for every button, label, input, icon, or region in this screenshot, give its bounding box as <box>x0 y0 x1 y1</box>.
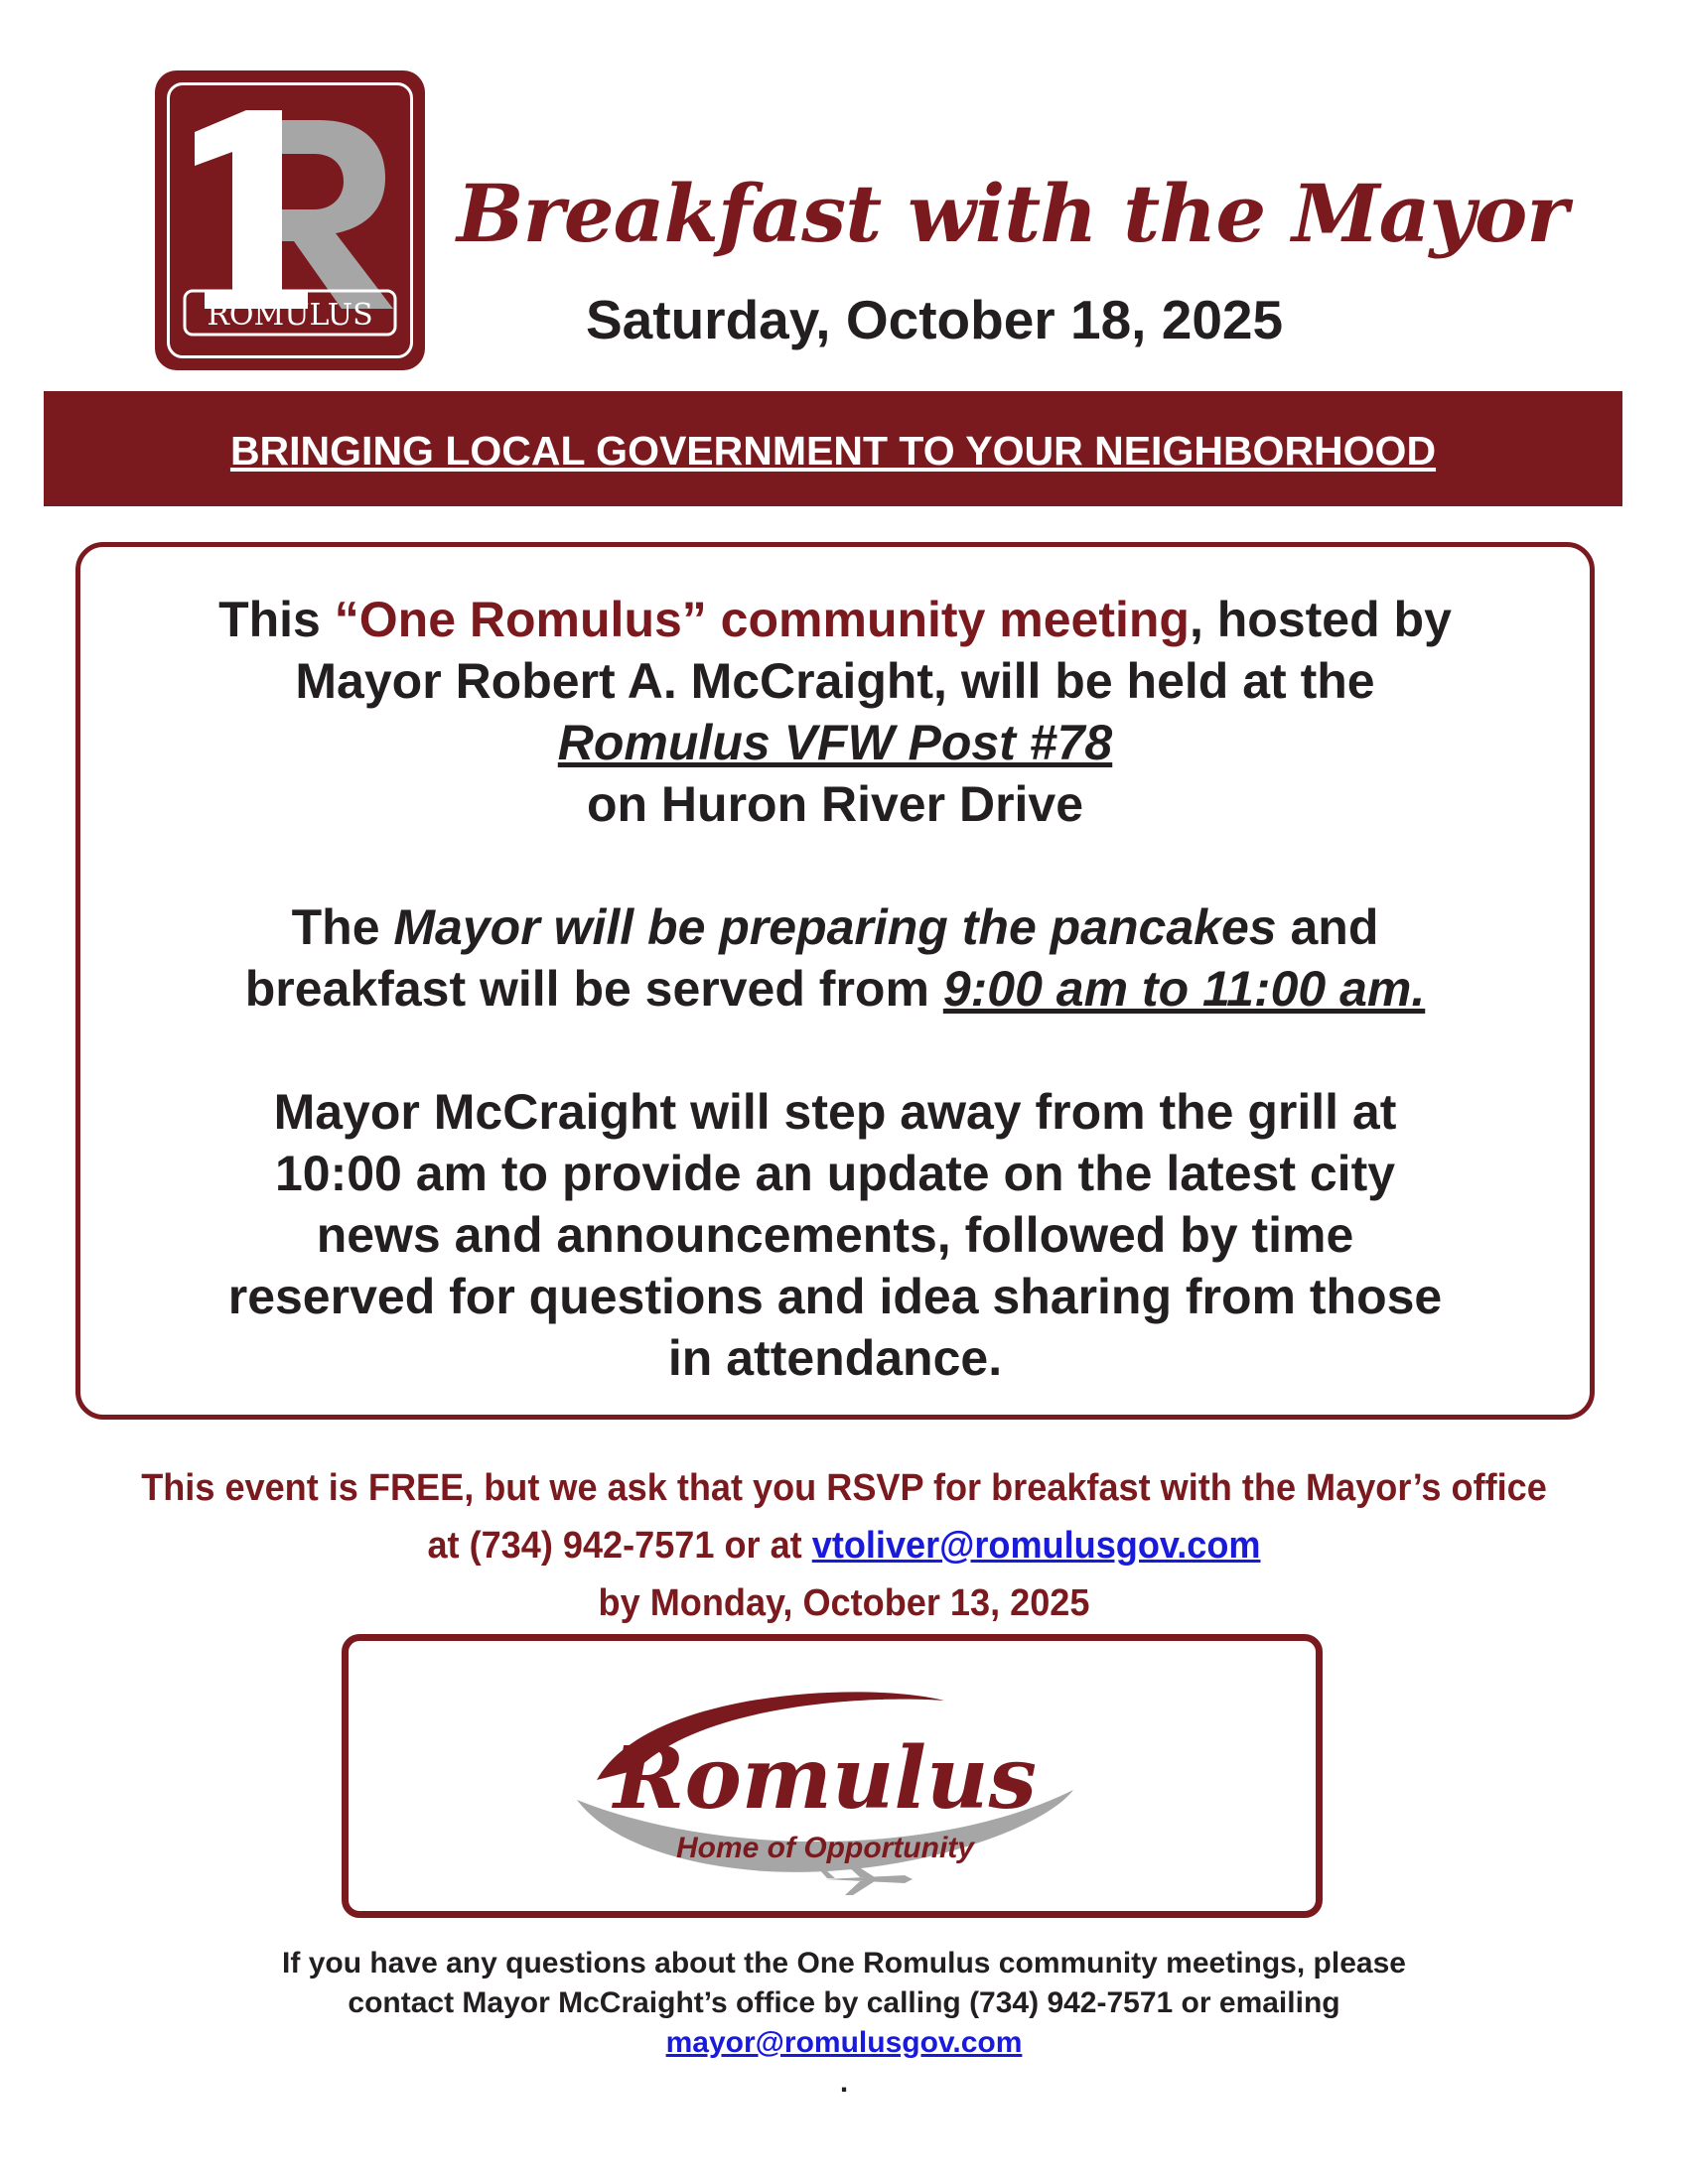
meeting-name: “One Romulus” community meeting <box>334 592 1190 647</box>
details-line <box>80 712 1590 773</box>
rsvp-notice <box>80 1459 1609 1632</box>
event-date: Saturday, October 18, 2025 <box>586 289 1284 350</box>
r-monogram-icon <box>155 70 425 370</box>
footer-line: contact Mayor McCraight’s office by calling (734) 942-7571 or emailing <box>348 1986 1340 2019</box>
tagline-banner <box>44 391 1622 506</box>
details-line: Mayor McCraight will step away from the grill at <box>273 1084 1397 1140</box>
details-line: This “One Romulus” community meeting, hosted by <box>218 592 1452 647</box>
details-line: Mayor Robert A. McCraight, will be held at the <box>295 653 1375 709</box>
rsvp-line: This event is FREE, but we ask that you RSVP for breakfast with the Mayor’s office <box>141 1467 1547 1509</box>
details-line: reserved for questions and idea sharing from those <box>227 1269 1443 1324</box>
page-title: Breakfast with the Mayor <box>457 167 1568 260</box>
romulus-city-logo <box>349 1641 1316 1911</box>
mayor-email-link[interactable]: mayor@romulusgov.com <box>665 2026 1023 2059</box>
romulus-r-logo <box>155 70 425 370</box>
city-tagline: Home of Opportunity <box>676 1832 974 1864</box>
logo-wordmark: ROMULUS <box>207 298 373 333</box>
city-logo-box <box>342 1634 1323 1918</box>
serving-time: 9:00 am to 11:00 am. <box>942 961 1426 1017</box>
details-line: The Mayor will be preparing the pancakes and <box>291 899 1379 955</box>
banner-text: BRINGING LOCAL GOVERNMENT TO YOUR NEIGHBORHOOD <box>229 428 1437 474</box>
details-line: 10:00 am to provide an update on the latest city <box>274 1146 1396 1201</box>
footer-trailing: . <box>839 2066 849 2099</box>
rsvp-line: at (734) 942-7571 or at vtoliver@romulusgov.com <box>427 1525 1261 1567</box>
details-line: on Huron River Drive <box>586 776 1084 832</box>
event-details-box <box>75 542 1595 1420</box>
rsvp-deadline: by Monday, October 13, 2025 <box>598 1582 1090 1624</box>
details-line: breakfast will be served from 9:00 am to 11:00 am. <box>244 961 1426 1017</box>
city-wordmark: Romulus <box>614 1728 1037 1829</box>
details-line: news and announcements, followed by time <box>316 1207 1354 1263</box>
rsvp-email-link[interactable]: vtoliver@romulusgov.com <box>811 1525 1261 1567</box>
venue-name: Romulus VFW Post #78 <box>557 715 1113 770</box>
details-line: in attendance. <box>667 1330 1003 1386</box>
contact-footer <box>99 1944 1589 2103</box>
pancake-note: Mayor will be preparing the pancakes <box>393 899 1277 955</box>
footer-line: If you have any questions about the One Romulus community meetings, please <box>282 1947 1406 1979</box>
